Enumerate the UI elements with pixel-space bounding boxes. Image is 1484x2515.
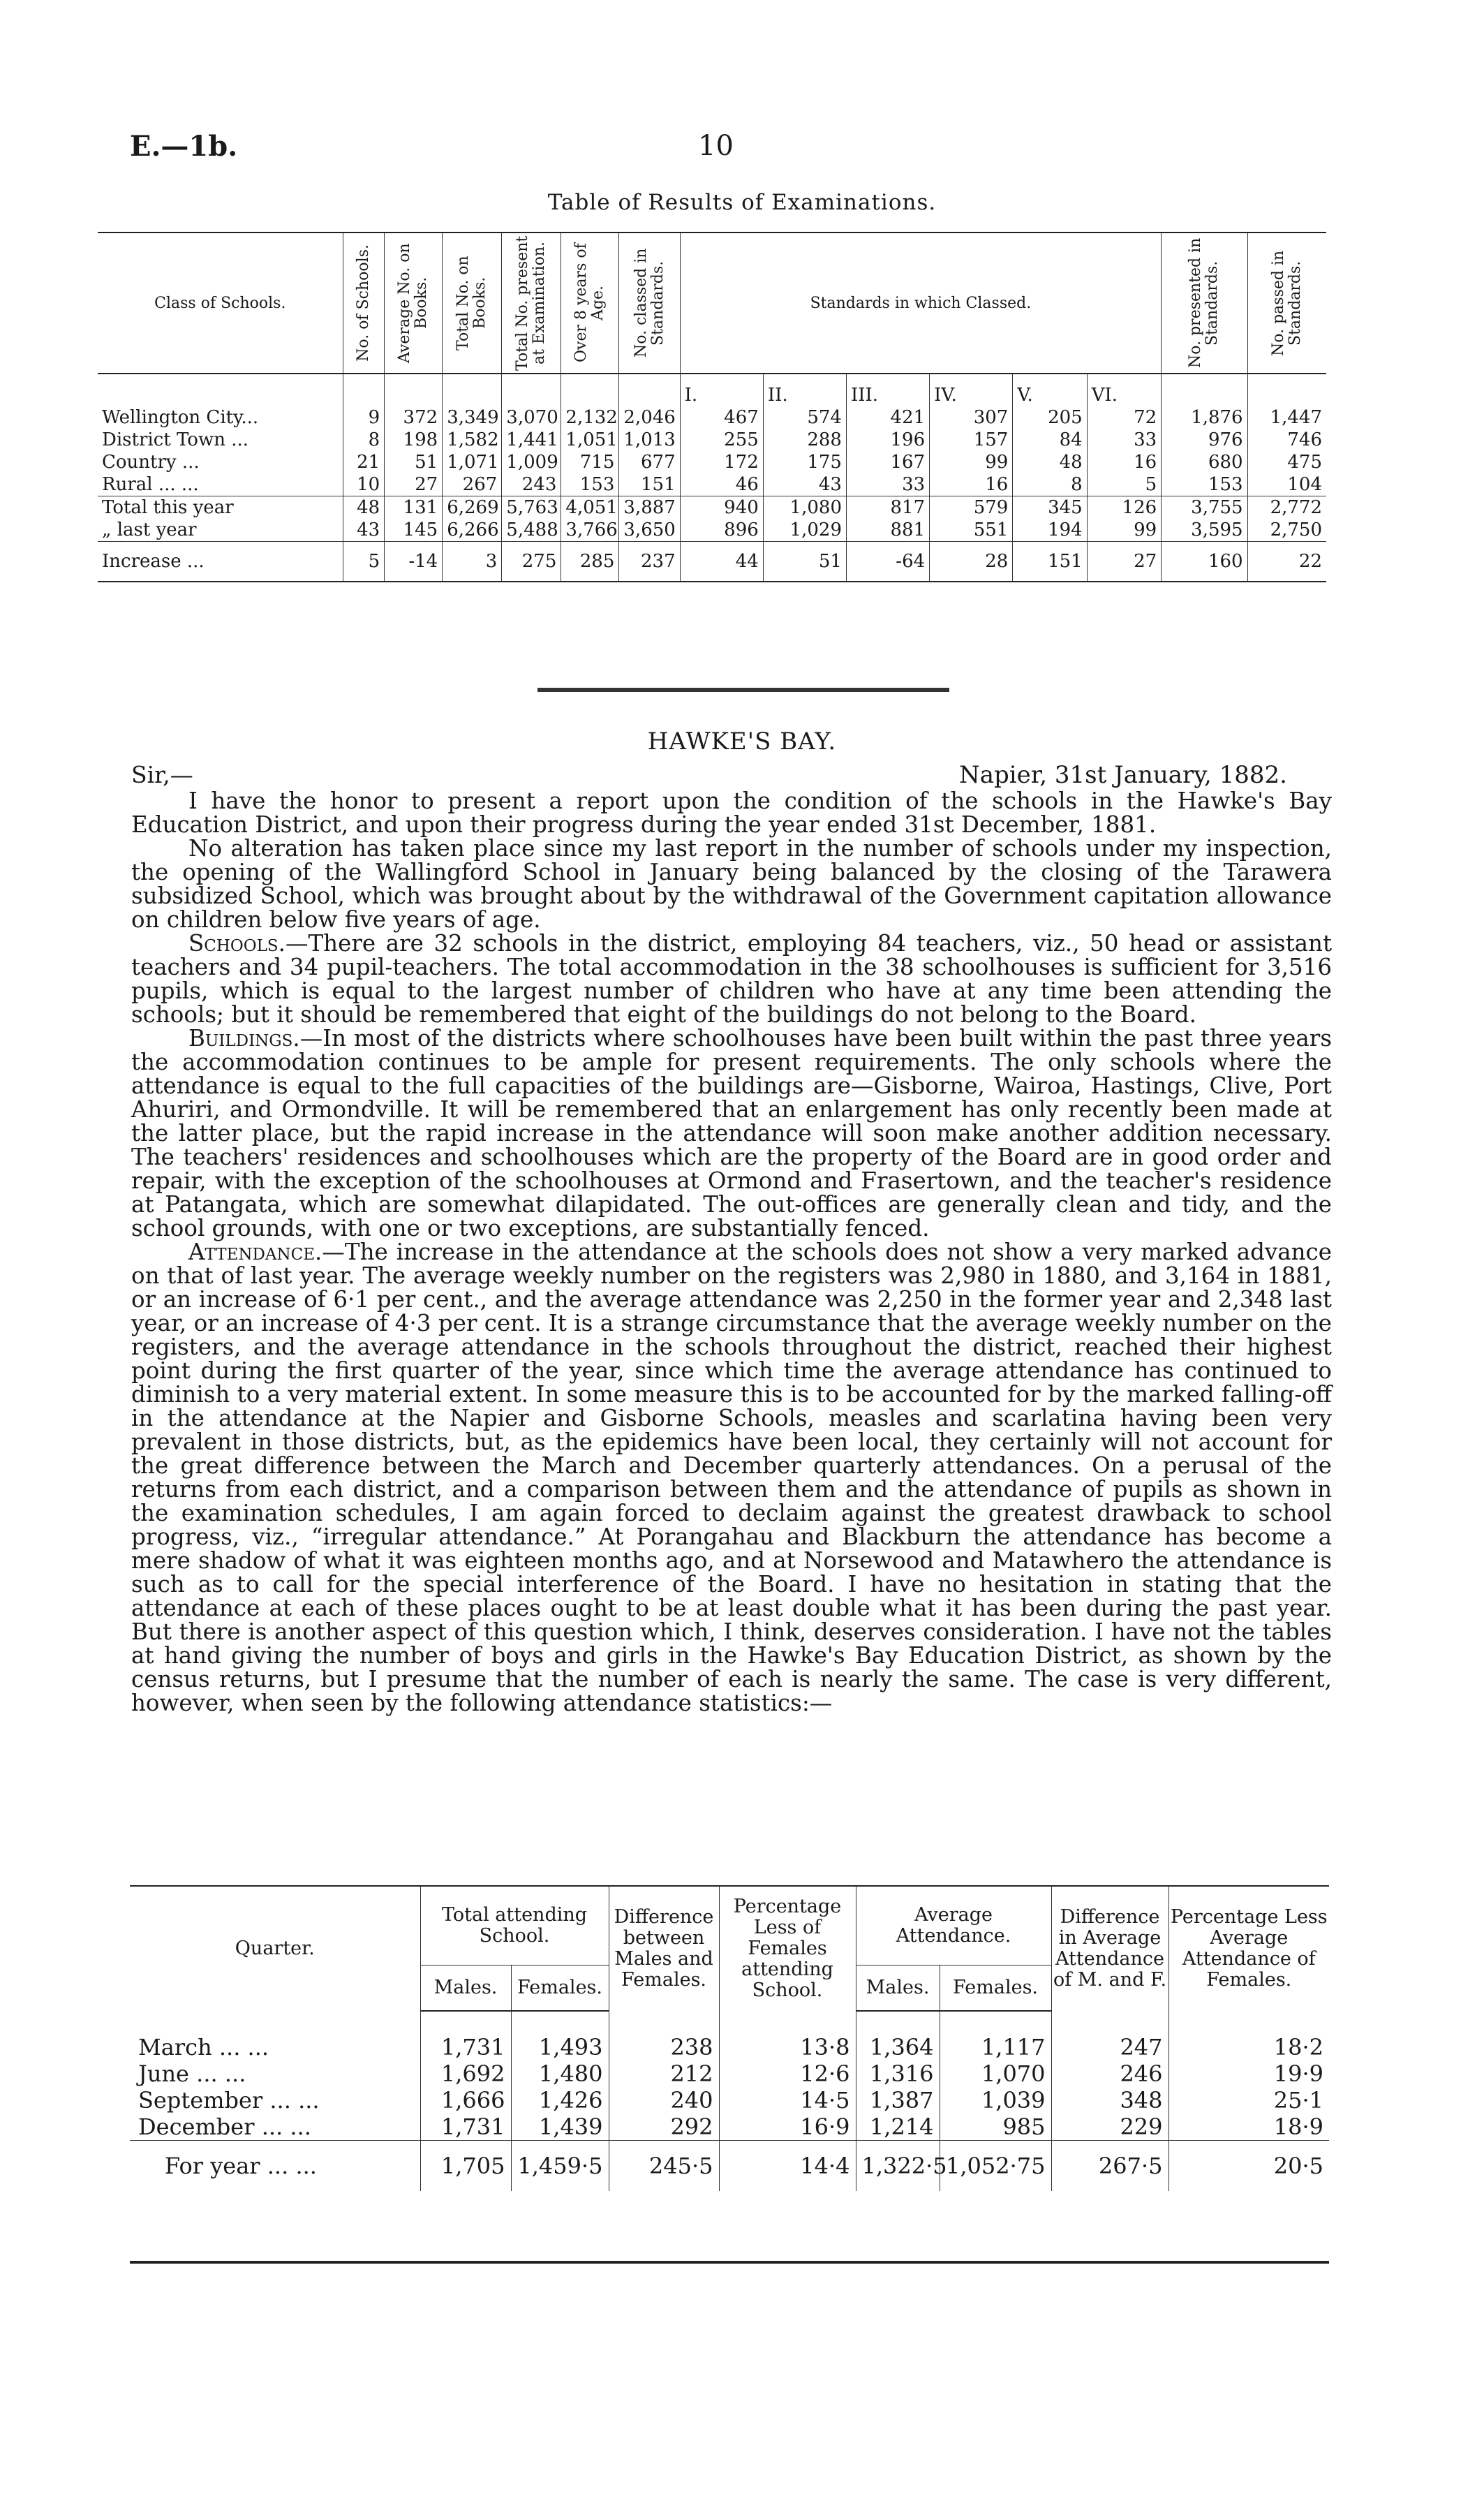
cell-value: 1,009	[502, 451, 561, 473]
cell-value: 247	[1051, 2011, 1168, 2060]
cell-value: 267	[443, 473, 502, 496]
average-attendance-header: Average Attendance.	[856, 1886, 1051, 1965]
cell-value: 2,750	[1247, 519, 1326, 542]
table-row	[130, 2087, 1329, 2114]
cell-value: 194	[1013, 519, 1087, 542]
cell-value: 84	[1013, 429, 1087, 451]
cell-value: 255	[680, 429, 763, 451]
cell-value: 1,070	[940, 2060, 1051, 2087]
cell-value: 172	[680, 451, 763, 473]
paragraph	[131, 1026, 1332, 1240]
cell-value: 27	[1087, 542, 1161, 582]
cell-value: 3	[443, 542, 502, 582]
col-header: Total No. present at Examination.	[514, 235, 549, 371]
col-header: No. of Schools.	[354, 244, 372, 362]
cell-value: 896	[680, 519, 763, 542]
cell-value: 421	[846, 406, 929, 429]
cell-value: 4,051	[561, 496, 619, 519]
cell-value: -64	[846, 542, 929, 582]
cell-value: 5	[343, 542, 385, 582]
cell-value: 196	[846, 429, 929, 451]
report-body	[131, 789, 1332, 1715]
cell-value: 131	[385, 496, 443, 519]
cell-value: 16	[1087, 451, 1161, 473]
page-number: 10	[698, 130, 734, 162]
standard-label: III.	[846, 374, 929, 406]
cell-value: 475	[1247, 451, 1326, 473]
cell-value: 1,705	[420, 2141, 511, 2192]
cell-value: 19·9	[1168, 2060, 1329, 2087]
page-code: E.—1b.	[130, 130, 238, 163]
cell-value: 72	[1087, 406, 1161, 429]
cell-value: 345	[1013, 496, 1087, 519]
cell-value: 940	[680, 496, 763, 519]
standard-label: II.	[763, 374, 846, 406]
cell-value: 1,480	[511, 2060, 609, 2087]
paragraph: I have the honor to present a report upon the condition of the schools in the Hawke's Bay Education District, and upon their progress during the year ended 31st December, 1881.	[131, 788, 1332, 838]
cell-value: 237	[619, 542, 680, 582]
cell-value: 1,322·5	[856, 2141, 940, 2192]
cell-value: 1,039	[940, 2087, 1051, 2114]
cell-value: 5,763	[502, 496, 561, 519]
cell-value: 167	[846, 451, 929, 473]
cell-value: 288	[763, 429, 846, 451]
cell-value: 1,364	[856, 2011, 940, 2060]
standard-label: V.	[1013, 374, 1087, 406]
cell-value: 104	[1247, 473, 1326, 496]
cell-value: 1,441	[502, 429, 561, 451]
cell-value: 2,132	[561, 406, 619, 429]
cell-value: 157	[930, 429, 1013, 451]
cell-value: 16·9	[719, 2114, 856, 2141]
cell-value: 151	[619, 473, 680, 496]
row-label: Increase ...	[98, 542, 343, 582]
paragraph-lead: Schools.	[188, 930, 285, 957]
increase-row	[98, 542, 1326, 582]
cell-value: 16	[930, 473, 1013, 496]
dateline: Napier, 31st January, 1882.	[959, 761, 1287, 789]
females-header: Females.	[511, 1965, 609, 2012]
cell-value: 33	[846, 473, 929, 496]
cell-value: 1,459·5	[511, 2141, 609, 2192]
cell-value: 292	[609, 2114, 719, 2141]
cell-value: 1,029	[763, 519, 846, 542]
col-header: No. presented in Standards.	[1187, 237, 1222, 369]
cell-value: 715	[561, 451, 619, 473]
cell-value: 43	[343, 519, 385, 542]
cell-value: 28	[930, 542, 1013, 582]
paragraph-text: —There are 32 schools in the district, employing 84 teachers, viz., 50 head or assistant teachers and 34 pupil-teachers. The total accommodation in the 38 schoolhouses is sufficient for 3,516 pupils, which is equal to the largest number of children who have at any time been attending the schools; but it should be remembered that eight of the buildings do not belong to the Board.	[131, 930, 1332, 1028]
cell-value: 153	[561, 473, 619, 496]
cell-value: 145	[385, 519, 443, 542]
table-row	[130, 2114, 1329, 2141]
row-label: Total this year	[98, 496, 343, 519]
cell-value: 275	[502, 542, 561, 582]
cell-value: 881	[846, 519, 929, 542]
cell-value: 574	[763, 406, 846, 429]
cell-value: 2,046	[619, 406, 680, 429]
cell-value: 246	[1051, 2060, 1168, 2087]
cell-value: 8	[343, 429, 385, 451]
paragraph-lead: Attendance.	[188, 1239, 322, 1265]
attendance-table	[130, 1885, 1329, 2191]
total-attending-header: Total attending School.	[420, 1886, 609, 1965]
quarter-header: Quarter.	[130, 1886, 420, 2011]
cell-value: 151	[1013, 542, 1087, 582]
cell-value: 1,731	[420, 2011, 511, 2060]
cell-value: 43	[763, 473, 846, 496]
cell-value: 240	[609, 2087, 719, 2114]
table-row	[130, 2060, 1329, 2087]
cell-value: 229	[1051, 2114, 1168, 2141]
paragraph	[131, 931, 1332, 1026]
cell-value: 3,650	[619, 519, 680, 542]
paragraph-text: —In most of the districts where schoolhouses have been built within the past three years the accommodation continues to be ample for present requirements. The only schools where the attendance is equal to the full capacities of the buildings are—Gisborne, Wairoa, Hastings, Clive, Port Ahuriri, and Ormondville. It will be remembered that an enlargement has only recently been made at the latter place, but the rapid increase in the attendance will soon make another addition necessary. The teachers' residences and schoolhouses which are the property of the Board are in good order and repair, with the exception of the schoolhouses at Ormond and Frasertown, and the teacher's residence at Patangata, which are somewhat dilapidated. The out-offices are generally clean and tidy, and the school grounds, with one or two exceptions, are substantially fenced.	[131, 1025, 1332, 1241]
standards-header: Standards in which Classed.	[680, 233, 1162, 374]
cell-value: 212	[609, 2060, 719, 2087]
cell-value: 238	[609, 2011, 719, 2060]
cell-value: 175	[763, 451, 846, 473]
cell-value: 27	[385, 473, 443, 496]
cell-value: 1,214	[856, 2114, 940, 2141]
standard-label: VI.	[1087, 374, 1161, 406]
cell-value: 1,731	[420, 2114, 511, 2141]
row-label: Country ...	[102, 452, 200, 473]
table-row	[98, 473, 1326, 496]
table-row	[130, 2011, 1329, 2060]
row-label: December ... ...	[138, 2114, 311, 2140]
cell-value: 1,316	[856, 2060, 940, 2087]
salutation: Sir,—	[131, 761, 193, 788]
percentage-less-header: Percentage Less of Females attending School.	[719, 1886, 856, 2011]
paragraph-text: —The increase in the attendance at the schools does not show a very marked advance on that of last year. The average weekly number on the registers was 2,980 in 1880, and 3,164 in 1881, or an increase of 6·1 per cent., and the average attendance was 2,250 in the former year and 2,348 last year, or an increase of 4·3 per cent. It is a strange circumstance that the average weekly number on the registers, and the average attendance in the schools throughout the district, reached their highest point during the first quarter of the year, since which time the average attendance has continued to diminish to a very material extent. In some measure this is to be accounted for by the marked falling-off in the attendance at the Napier and Gisborne Schools, measles and scarlatina having been very prevalent in those districts, but, as the epidemics have been local, they certainly will not account for the great difference between the March and December quarterly attendances. On a perusal of the returns from each district, and a comparison between them and the attendance of pupils as shown in the examination schedules, I am again forced to declaim against the greatest drawback to school progress, viz., “irregular attendance.” At Porangahau and Blackburn the attendance has become a mere shadow of what it was eighteen months ago, and at Norsewood and Matawhero the attendance is such as to call for the special interference of the Board. I have no hesitation in stating that the attendance at each of these places ought to be at least double what it has been during the past year. But there is another aspect of this question which, I think, deserves consideration. I have not the tables at hand giving the number of boys and girls in the Hawke's Bay Education District, as shown by the census returns, but I presume that the number of each is nearly the same. The case is very different, however, when seen by the following attendance statistics:—	[131, 1239, 1332, 1716]
cell-value: 205	[1013, 406, 1087, 429]
col-header: Average No. on Books.	[396, 243, 431, 363]
cell-value: 985	[940, 2114, 1051, 2141]
section-divider	[537, 688, 949, 692]
row-label: September ... ...	[138, 2087, 320, 2114]
cell-value: 677	[619, 451, 680, 473]
cell-value: 3,595	[1162, 519, 1247, 542]
row-label: District Town ...	[102, 429, 249, 450]
cell-value: 25·1	[1168, 2087, 1329, 2114]
cell-value: 245·5	[609, 2141, 719, 2192]
percentage-less-average-header: Percentage Less Average Attendance of Females.	[1168, 1886, 1329, 2011]
total-row	[98, 496, 1326, 519]
cell-value: 126	[1087, 496, 1161, 519]
cell-value: 1,052·75	[940, 2141, 1051, 2192]
row-label: „ last year	[102, 519, 197, 540]
cell-value: 285	[561, 542, 619, 582]
cell-value: 44	[680, 542, 763, 582]
cell-value: 8	[1013, 473, 1087, 496]
cell-value: 1,426	[511, 2087, 609, 2114]
cell-value: 1,447	[1247, 406, 1326, 429]
cell-value: 18·2	[1168, 2011, 1329, 2060]
col-header: Total No. on Books.	[454, 256, 489, 351]
cell-value: 48	[1013, 451, 1087, 473]
cell-value: 307	[930, 406, 1013, 429]
cell-value: 99	[1087, 519, 1161, 542]
row-label: June ... ...	[138, 2060, 246, 2087]
section-title: HAWKE'S BAY.	[647, 728, 837, 755]
row-label: March ... ...	[138, 2033, 269, 2060]
paragraph: No alteration has taken place since my last report in the number of schools under my inspection, the opening of the Wallingford School in January being balanced by the closing of the Tarawera subsidized School, which was brought about by the withdrawal of the Government capitation allowance on children below five years of age.	[131, 835, 1332, 933]
cell-value: 22	[1247, 542, 1326, 582]
cell-value: 348	[1051, 2087, 1168, 2114]
difference-header: Difference between Males and Females.	[609, 1886, 719, 2011]
row-label: Rural ... ...	[102, 474, 199, 495]
paragraph	[131, 1240, 1332, 1715]
cell-value: 1,117	[940, 2011, 1051, 2060]
cell-value: 12·6	[719, 2060, 856, 2087]
cell-value: 10	[343, 473, 385, 496]
cell-value: 976	[1162, 429, 1247, 451]
cell-value: 579	[930, 496, 1013, 519]
cell-value: 1,439	[511, 2114, 609, 2141]
avg-females-header: Females.	[940, 1965, 1051, 2012]
col-header: Over 8 years of Age.	[572, 243, 607, 363]
cell-value: 3,349	[443, 406, 502, 429]
cell-value: 1,692	[420, 2060, 511, 2087]
difference-average-header: Difference in Average Attendance of M. and F.	[1051, 1886, 1168, 2011]
class-header: Class of Schools.	[98, 233, 343, 374]
cell-value: 6,266	[443, 519, 502, 542]
cell-value: 14·4	[719, 2141, 856, 2192]
cell-value: 9	[343, 406, 385, 429]
cell-value: 2,772	[1247, 496, 1326, 519]
cell-value: 1,666	[420, 2087, 511, 2114]
paragraph-lead: Buildings.	[188, 1025, 300, 1052]
cell-value: 33	[1087, 429, 1161, 451]
cell-value: 5,488	[502, 519, 561, 542]
cell-value: 467	[680, 406, 763, 429]
col-header: No. classed in Standards.	[632, 248, 667, 358]
total-row	[98, 519, 1326, 542]
cell-value: 3,766	[561, 519, 619, 542]
row-label: Wellington City...	[102, 407, 259, 428]
cell-value: 48	[343, 496, 385, 519]
table-row	[98, 429, 1326, 451]
cell-value: 51	[385, 451, 443, 473]
cell-value: 1,051	[561, 429, 619, 451]
cell-value: 99	[930, 451, 1013, 473]
cell-value: 160	[1162, 542, 1247, 582]
results-table	[98, 232, 1326, 582]
table-row	[98, 406, 1326, 429]
cell-value: 46	[680, 473, 763, 496]
cell-value: 1,876	[1162, 406, 1247, 429]
avg-males-header: Males.	[856, 1965, 940, 2012]
cell-value: 3,070	[502, 406, 561, 429]
cell-value: 372	[385, 406, 443, 429]
cell-value: 1,013	[619, 429, 680, 451]
cell-value: 817	[846, 496, 929, 519]
cell-value: 3,887	[619, 496, 680, 519]
cell-value: 1,387	[856, 2087, 940, 2114]
cell-value: 3,755	[1162, 496, 1247, 519]
cell-value: 13·8	[719, 2011, 856, 2060]
bottom-rule	[130, 2261, 1329, 2264]
cell-value: 267·5	[1051, 2141, 1168, 2192]
cell-value: 551	[930, 519, 1013, 542]
col-header: No. passed in Standards.	[1269, 250, 1304, 356]
cell-value: 1,582	[443, 429, 502, 451]
cell-value: 1,080	[763, 496, 846, 519]
table-title: Table of Results of Examinations.	[547, 190, 937, 215]
total-row	[130, 2141, 1329, 2192]
cell-value: 18·9	[1168, 2114, 1329, 2141]
cell-value: 1,071	[443, 451, 502, 473]
standard-label: I.	[680, 374, 763, 406]
standard-label: IV.	[930, 374, 1013, 406]
cell-value: 198	[385, 429, 443, 451]
cell-value: 746	[1247, 429, 1326, 451]
cell-value: 21	[343, 451, 385, 473]
cell-value: 1,493	[511, 2011, 609, 2060]
cell-value: 20·5	[1168, 2141, 1329, 2192]
males-header: Males.	[420, 1965, 511, 2012]
cell-value: 14·5	[719, 2087, 856, 2114]
cell-value: 6,269	[443, 496, 502, 519]
cell-value: 5	[1087, 473, 1161, 496]
table-row	[98, 451, 1326, 473]
cell-value: 51	[763, 542, 846, 582]
cell-value: -14	[385, 542, 443, 582]
cell-value: 243	[502, 473, 561, 496]
row-label: For year ... ...	[130, 2141, 420, 2192]
cell-value: 153	[1162, 473, 1247, 496]
cell-value: 680	[1162, 451, 1247, 473]
